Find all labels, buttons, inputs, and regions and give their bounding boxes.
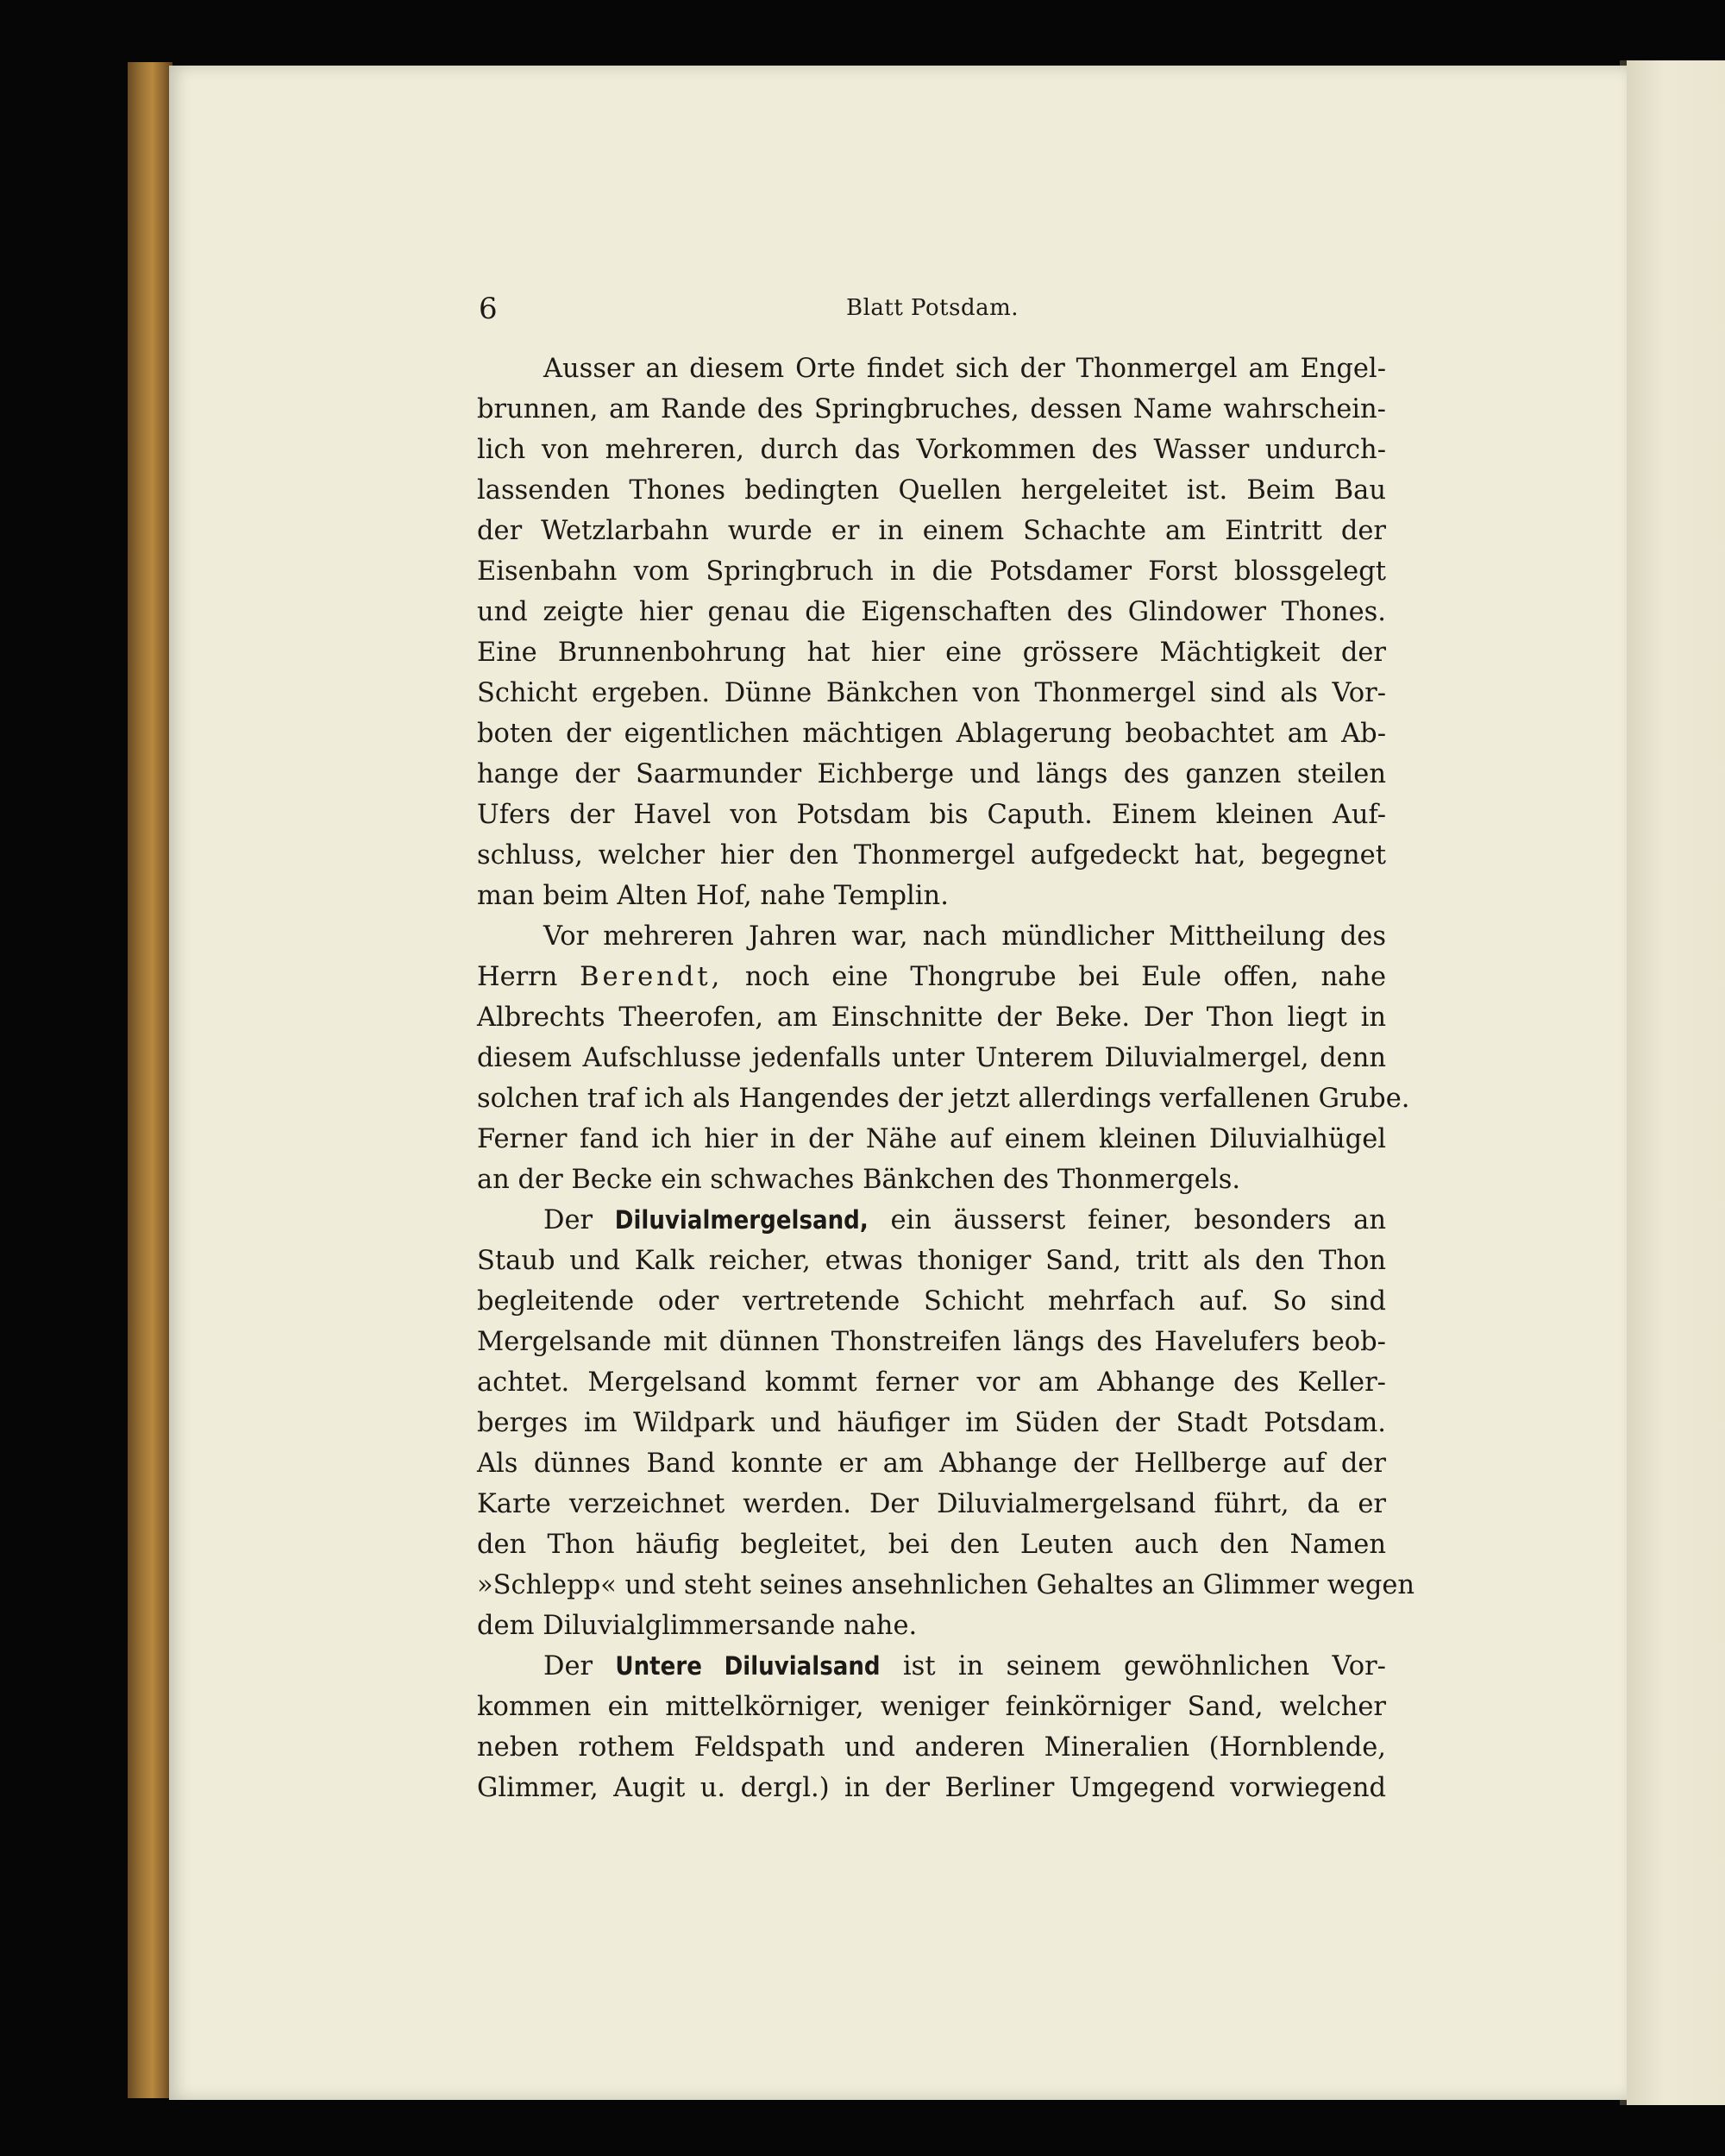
running-title: Blatt Potsdam. [845,295,1019,321]
text-line: kommen ein mittelkörniger, weniger feinkörniger Sand, welcher [477,1692,1386,1722]
running-head [479,292,1386,326]
text-fragment: Der [543,1205,593,1235]
text-line: Karte verzeichnet werden. Der Diluvialmergelsand führt, da er [477,1489,1386,1519]
person-name: Berendt, [580,962,724,992]
text-line: achtet. Mergelsand kommt ferner vor am Abhange des Keller- [477,1367,1386,1398]
book-spine-edge [128,62,172,2098]
text-line: Staub und Kalk reicher, etwas thoniger Sand, tritt als den Thon [477,1246,1386,1276]
text-fragment: Herrn [477,962,558,992]
text-line: Schicht ergeben. Dünne Bänkchen von Thonmergel sind als Vor- [477,678,1386,708]
text-line: Ferner fand ich hier in der Nähe auf einem kleinen Diluvialhügel [477,1124,1386,1154]
text-line: schluss, welcher hier den Thonmergel aufgedeckt hat, begegnet [477,840,1386,871]
text-line: der Wetzlarbahn wurde er in einem Schachte am Eintritt der [477,516,1386,546]
text-line: lassenden Thones bedingten Quellen hergeleitet ist. Beim Bau [477,475,1386,506]
text-line: solchen traf ich als Hangendes der jetzt allerdings verfallenen Grube. [477,1084,1410,1114]
text-line: Glimmer, Augit u. dergl.) in der Berliner Umgegend vorwiegend [477,1773,1386,1803]
text-line: Eine Brunnenbohrung hat hier eine grössere Mächtigkeit der [477,638,1386,668]
section-term: Diluvialmergelsand, [614,1205,869,1235]
text-line: an der Becke ein schwaches Bänkchen des Thonmergels. [477,1165,1241,1195]
text-line: und zeigte hier genau die Eigenschaften des Glindower Thones. [477,597,1386,627]
text-line-with-term [477,1646,1386,1687]
text-line-with-name [477,957,1386,997]
text-line: man beim Alten Hof, nahe Templin. [477,881,949,911]
text-line: Albrechts Theerofen, am Einschnitte der Beke. Der Thon liegt in [477,1003,1386,1033]
text-line: boten der eigentlichen mächtigen Ablagerung beobachtet am Ab- [477,719,1386,749]
text-line: Eisenbahn vom Springbruch in die Potsdamer Forst blossgelegt [477,556,1386,587]
text-line: diesem Aufschlusse jedenfalls unter Unterem Diluvialmergel, denn [477,1043,1386,1073]
text-line: berges im Wildpark und häufiger im Süden der Stadt Potsdam. [477,1408,1386,1438]
text-line: Mergelsande mit dünnen Thonstreifen längs des Havelufers beob- [477,1327,1386,1357]
text-line: begleitende oder vertretende Schicht mehrfach auf. So sind [477,1286,1386,1317]
text-fragment: ein äusserst feiner, besonders an [890,1205,1386,1235]
text-line: hange der Saarmunder Eichberge und längs des ganzen steilen [477,759,1386,789]
text-line: neben rothem Feldspath und anderen Mineralien (Hornblende, [477,1732,1386,1763]
section-term: Untere Diluvialsand [615,1651,881,1681]
text-fragment: Der [543,1651,593,1681]
page-number: 6 [479,292,498,326]
text-line: Ufers der Havel von Potsdam bis Caputh. Einem kleinen Auf- [477,800,1386,830]
text-line: »Schlepp« und steht seines ansehnlichen Gehaltes an Glimmer wegen [477,1570,1415,1600]
text-fragment: ist in seinem gewöhnlichen Vor- [902,1651,1386,1681]
text-line: Vor mehreren Jahren war, nach mündlicher Mittheilung des [543,921,1386,952]
text-line-with-term [477,1200,1386,1241]
page-body [477,349,1415,1808]
text-line: den Thon häufig begleitet, bei den Leuten auch den Namen [477,1530,1386,1560]
text-fragment: noch eine Thongrube bei Eule offen, nahe [744,962,1386,992]
text-line: Als dünnes Band konnte er am Abhange der Hellberge auf der [477,1449,1386,1479]
text-line: brunnen, am Rande des Springbruches, dessen Name wahrschein- [477,394,1386,424]
text-line: Ausser an diesem Orte findet sich der Thonmergel am Engel- [543,354,1386,384]
facing-page-edge [1623,60,1725,2105]
text-line: dem Diluvialglimmersande nahe. [477,1611,918,1641]
text-line: lich von mehreren, durch das Vorkommen des Wasser undurch- [477,435,1386,465]
